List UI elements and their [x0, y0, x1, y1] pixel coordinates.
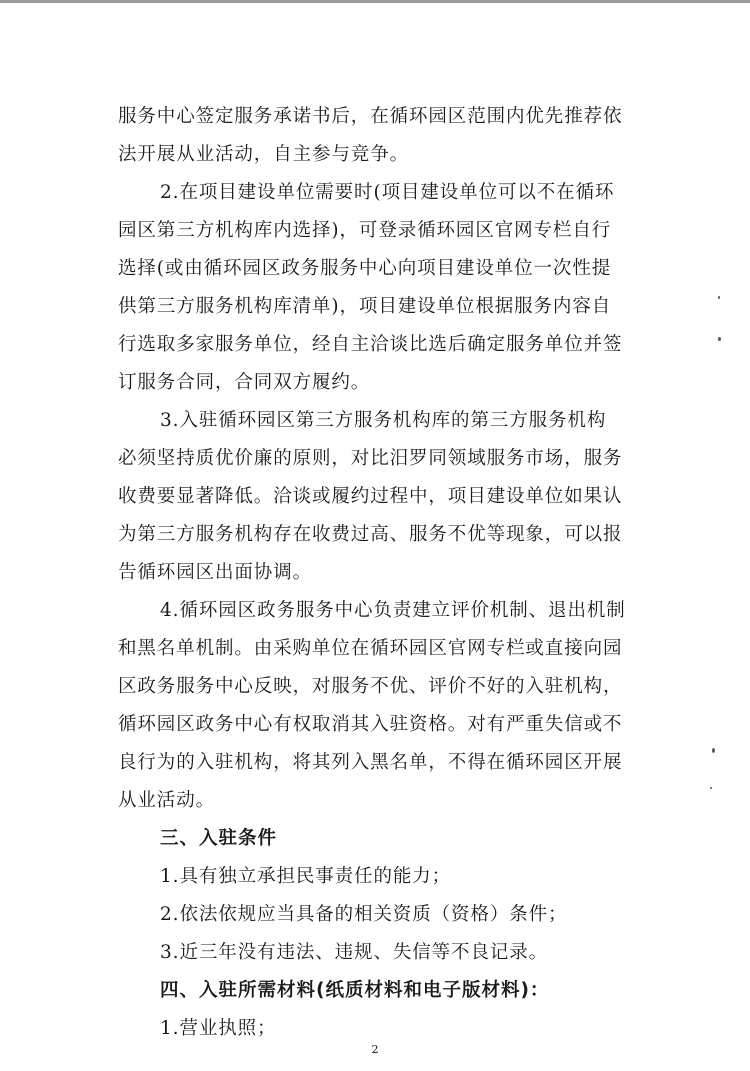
text-line: 服务中心签定服务承诺书后，在循环园区范围内优先推荐依 — [118, 106, 623, 127]
text-line: 和黑名单机制。由采购单位在循环园区官网专栏或直接向园 — [118, 638, 623, 659]
text-line: 从业活动。 — [118, 790, 216, 811]
text-line: 必须坚持质优价廉的原则，对比汨罗同领域服务市场，服务 — [118, 448, 623, 469]
text-line: 区政务服务中心反映，对服务不优、评价不好的入驻机构， — [118, 676, 623, 697]
list-item: 1.营业执照； — [160, 1018, 277, 1039]
text-line: 收费要显著降低。洽谈或履约过程中，项目建设单位如果认 — [118, 486, 623, 507]
paragraph-4-start: 4.循环园区政务服务中心负责建立评价机制、退出机制 — [160, 600, 626, 621]
text-line: 订服务合同，合同双方履约。 — [118, 372, 371, 393]
scan-top-edge — [0, 0, 750, 3]
section-heading-4: 四、入驻所需材料(纸质材料和电子版材料)： — [160, 980, 550, 1001]
list-item: 3.近三年没有违法、违规、失信等不良记录。 — [160, 942, 549, 963]
text-line: 为第三方服务机构存在收费过高、服务不优等现象，可以报 — [118, 524, 623, 545]
scan-speck — [718, 296, 720, 299]
page-number: 2 — [371, 1043, 379, 1056]
text-line: 良行为的入驻机构，将其列入黑名单，不得在循环园区开展 — [118, 752, 623, 773]
text-line: 园区第三方机构库内选择)，可登录循环园区官网专栏自行 — [118, 220, 612, 241]
paragraph-2-start: 2.在项目建设单位需要时(项目建设单位可以不在循环 — [160, 182, 615, 203]
text-line: 循环园区政务中心有权取消其入驻资格。对有严重失信或不 — [118, 714, 623, 735]
list-item: 1.具有独立承担民事责任的能力； — [160, 866, 452, 887]
text-line: 选择(或由循环园区政务服务中心向项目建设单位一次性提 — [118, 258, 612, 279]
text-line: 行选取多家服务单位，经自主洽谈比选后确定服务单位并签 — [118, 334, 623, 355]
scan-speck — [712, 748, 715, 753]
list-item: 2.依法依规应当具备的相关资质（资格）条件； — [160, 904, 568, 925]
scan-speck — [718, 337, 721, 341]
text-line: 供第三方服务机构库清单)，项目建设单位根据服务内容自 — [118, 296, 612, 317]
text-line: 告循环园区出面协调。 — [118, 562, 313, 583]
paragraph-3-start: 3.入驻循环园区第三方服务机构库的第三方服务机构 — [160, 410, 607, 431]
text-line: 法开展从业活动，自主参与竞争。 — [118, 144, 410, 165]
section-heading-3: 三、入驻条件 — [160, 828, 278, 849]
scan-speck — [710, 787, 712, 789]
